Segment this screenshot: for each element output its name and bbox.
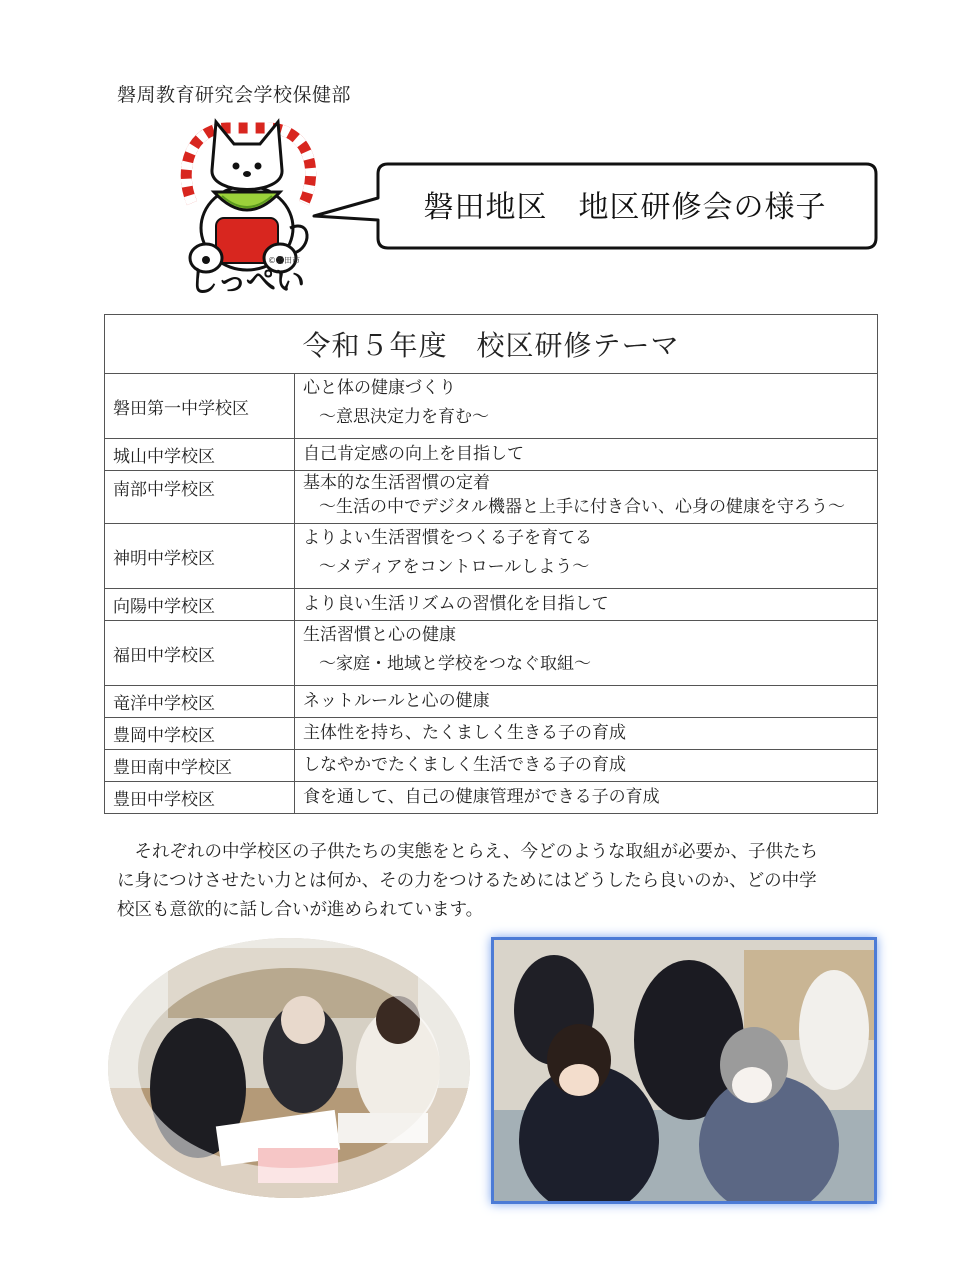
meeting-photo-right bbox=[491, 937, 877, 1204]
table-row bbox=[105, 750, 878, 782]
school-name: 向陽中学校区 bbox=[105, 589, 295, 621]
table-row bbox=[105, 718, 878, 750]
school-name: 神明中学校区 bbox=[105, 524, 295, 589]
table-row bbox=[105, 589, 878, 621]
theme-subline: ～家庭・地域と学校をつなぐ取組～ bbox=[319, 654, 591, 674]
table-row bbox=[105, 782, 878, 814]
theme-line: しなやかでたくましく生活できる子の育成 bbox=[303, 755, 626, 775]
table-title-row bbox=[105, 315, 878, 374]
table-row bbox=[105, 439, 878, 471]
theme-line: 食を通して、自己の健康管理ができる子の育成 bbox=[303, 787, 660, 807]
theme-line: ネットルールと心の健康 bbox=[303, 691, 490, 711]
theme-line: 心と体の健康づくり bbox=[303, 378, 456, 398]
theme-cell bbox=[295, 686, 878, 718]
theme-subline: ～意思決定力を育む～ bbox=[319, 407, 489, 427]
table-row bbox=[105, 621, 878, 686]
theme-cell bbox=[295, 439, 878, 471]
theme-line: より良い生活リズムの習慣化を目指して bbox=[303, 594, 609, 614]
theme-cell bbox=[295, 374, 878, 439]
theme-line: よりよい生活習慣をつくる子を育てる bbox=[303, 528, 592, 548]
theme-cell bbox=[295, 750, 878, 782]
theme-cell bbox=[295, 589, 878, 621]
meeting-photo-left-image bbox=[108, 938, 470, 1198]
table-row bbox=[105, 524, 878, 589]
themes-table bbox=[104, 314, 878, 814]
theme-cell bbox=[295, 718, 878, 750]
meeting-photo-right-image bbox=[494, 940, 874, 1201]
copyright-text: ©磐田市 bbox=[268, 256, 300, 265]
table-row bbox=[105, 686, 878, 718]
mascot-name: しっぺい bbox=[188, 264, 304, 299]
description-paragraph bbox=[117, 838, 862, 925]
theme-cell bbox=[295, 621, 878, 686]
bubble-title: 磐田地区 地区研修会の様子 bbox=[423, 190, 827, 225]
theme-cell bbox=[295, 524, 878, 589]
theme-line: 自己肯定感の向上を目指して bbox=[303, 444, 524, 464]
school-name: 竜洋中学校区 bbox=[105, 686, 295, 718]
organization-name: 磐周教育研究会学校保健部 bbox=[117, 84, 352, 106]
table-row bbox=[105, 374, 878, 439]
paragraph-line: それぞれの中学校区の子供たちの実態をとらえ、今どのような取組が必要か、子供たち bbox=[117, 842, 819, 862]
meeting-photo-left bbox=[108, 938, 470, 1198]
paragraph-line: 校区も意欲的に話し合いが進められています。 bbox=[117, 900, 484, 920]
school-name: 南部中学校区 bbox=[105, 471, 295, 524]
theme-line: 主体性を持ち、たくましく生きる子の育成 bbox=[303, 723, 626, 743]
theme-cell bbox=[295, 782, 878, 814]
school-name: 豊岡中学校区 bbox=[105, 718, 295, 750]
school-name: 福田中学校区 bbox=[105, 621, 295, 686]
school-name: 豊田南中学校区 bbox=[105, 750, 295, 782]
theme-subline: ～メディアをコントロールしよう～ bbox=[319, 557, 590, 577]
theme-subline: ～生活の中でデジタル機器と上手に付き合い、心身の健康を守ろう～ bbox=[319, 497, 845, 517]
theme-cell bbox=[295, 471, 878, 524]
table-title: 令和５年度 校区研修テーマ bbox=[105, 315, 878, 374]
school-name: 豊田中学校区 bbox=[105, 782, 295, 814]
paragraph-line: に身につけさせたい力とは何か、その力をつけるためにはどうしたら良いのか、どの中学 bbox=[117, 871, 817, 891]
theme-line: 基本的な生活習慣の定着 bbox=[303, 473, 490, 493]
theme-line: 生活習慣と心の健康 bbox=[303, 625, 456, 645]
school-name: 磐田第一中学校区 bbox=[105, 374, 295, 439]
table-row bbox=[105, 471, 878, 524]
school-name: 城山中学校区 bbox=[105, 439, 295, 471]
